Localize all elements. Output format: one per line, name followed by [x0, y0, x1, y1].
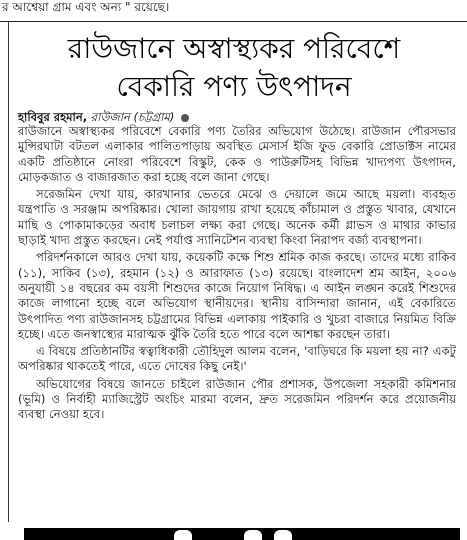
- cropped-heading-glyph: [244, 530, 262, 540]
- headline-line-1: রাউজানে অস্বাস্থ্যকর পরিবেশে: [67, 32, 401, 65]
- reporter-name: হাবিবুর রহমান,: [18, 110, 88, 124]
- cropped-heading-glyph: [174, 530, 192, 540]
- byline: [18, 110, 458, 124]
- reporter-location: রাউজান (চট্টগ্রাম): [90, 110, 175, 124]
- paragraph: রাউজানে অস্বাস্থ্যকর পরিবেশে বেকারি পণ্য তৈরির অভিযোগ উঠেছে। রাউজান পৌরসভার মুন্সিরঘাটা বটতল এলাকার পালিতপাড়ায় অবস্থিত মেসার্স ইজি ফুড বেকারি প্রোডাক্টস নামের একটি প্রতিষ্ঠানে নোংরা পরিবেশে বিস্কুট, কেক ও পাউরুটিসহ বিভিন্ন খাদ্যপণ্য উৎপাদন, মোড়কজাত ও বাজারজাত করা হচ্ছে বলে জানা গেছে।: [18, 124, 456, 184]
- paragraph: সরেজমিন দেখা যায়, কারখানার ভেতরে মেঝে ও দেয়ালে জমে আছে ময়লা। ব্যবহৃত যন্ত্রপাতি ও সরঞ্জাম অপরিষ্কার। খোলা জায়গায় রাখা হয়েছে কাঁচামাল ও প্রস্তুত খাবার, যেখানে মাছি ও পোকামাকড়ের অবাধ চলাচল লক্ষ্য করা গেছে। অনেক কর্মী গ্লাভস ও মাথার কাভার ছাড়াই খাদ্য প্রস্তুত করছেন। নেই পর্যাপ্ত স্যানিটেশন ব্যবস্থা কিংবা নিরাপদ বর্জ্য ব্যবস্থাপনা।: [18, 187, 456, 248]
- paragraph: পরিদর্শনকালে আরও দেখা যায়, কয়েকটি কক্ষে শিশু শ্রমিক কাজ করছে। তাদের মধ্যে রাকিব (১১), সাকিব (১৩), রহমান (১২) ও আরাফাত (১৩) রয়েছে। বাংলাদেশ শ্রম আইন, ২০০৬ অনুযায়ী ১৪ বছরের কম বয়সী শিশুদের কাজে নিয়োগ নিষিদ্ধ। এ আইন লঙ্ঘন করেই শিশুদের কাজে লাগানো হচ্ছে বলে অভিযোগ স্থানীয়দের। স্থানীয় বাসিন্দারা জানান, এই বেকারিতে উৎপাদিত পণ্য রাউজানসহ চট্টগ্রামের বিভিন্ন এলাকায় পাইকারি ও খুচরা বাজারে নিয়মিত বিক্রি হচ্ছে। এতে জনস্বাস্থ্যের মারাত্মক ঝুঁকি তৈরি হতে পারে বলে আশঙ্কা করছেন তারা।: [18, 250, 456, 341]
- paragraph: এ বিষয়ে প্রতিষ্ঠানটির স্বত্বাধিকারী তৌহিদুল আলম বলেন, 'বাড়িঘরে কি ময়লা হয় না? একটু অপরিষ্কার থাকতেই পারে, এতে দোষের কিছু নেই।': [18, 344, 456, 374]
- paragraph: অভিযোগের বিষয়ে জানতে চাইলে রাউজান পৌর প্রশাসক, উপজেলা সহকারী কমিশনার (ভূমি) ও নির্বাহী ম্যাজিস্ট্রেট অংচিং মারমা বলেন, দ্রুত সরেজমিন পরিদর্শন করে প্রয়োজনীয় ব্যবস্থা নেওয়া হবে।: [18, 376, 456, 422]
- cropped-heading-glyph: [274, 530, 292, 540]
- headline-line-2: বেকারি পণ্য উৎপাদন: [116, 70, 352, 103]
- next-article-header-bar: [24, 528, 460, 540]
- bullet-icon: [181, 114, 189, 122]
- previous-article-fragment: র আশ্বেয়া গ্রাম এবং অন্য " রয়েছে।: [0, 0, 467, 22]
- headline: [14, 30, 454, 106]
- column-rule: [8, 22, 9, 522]
- article-body: [18, 124, 456, 425]
